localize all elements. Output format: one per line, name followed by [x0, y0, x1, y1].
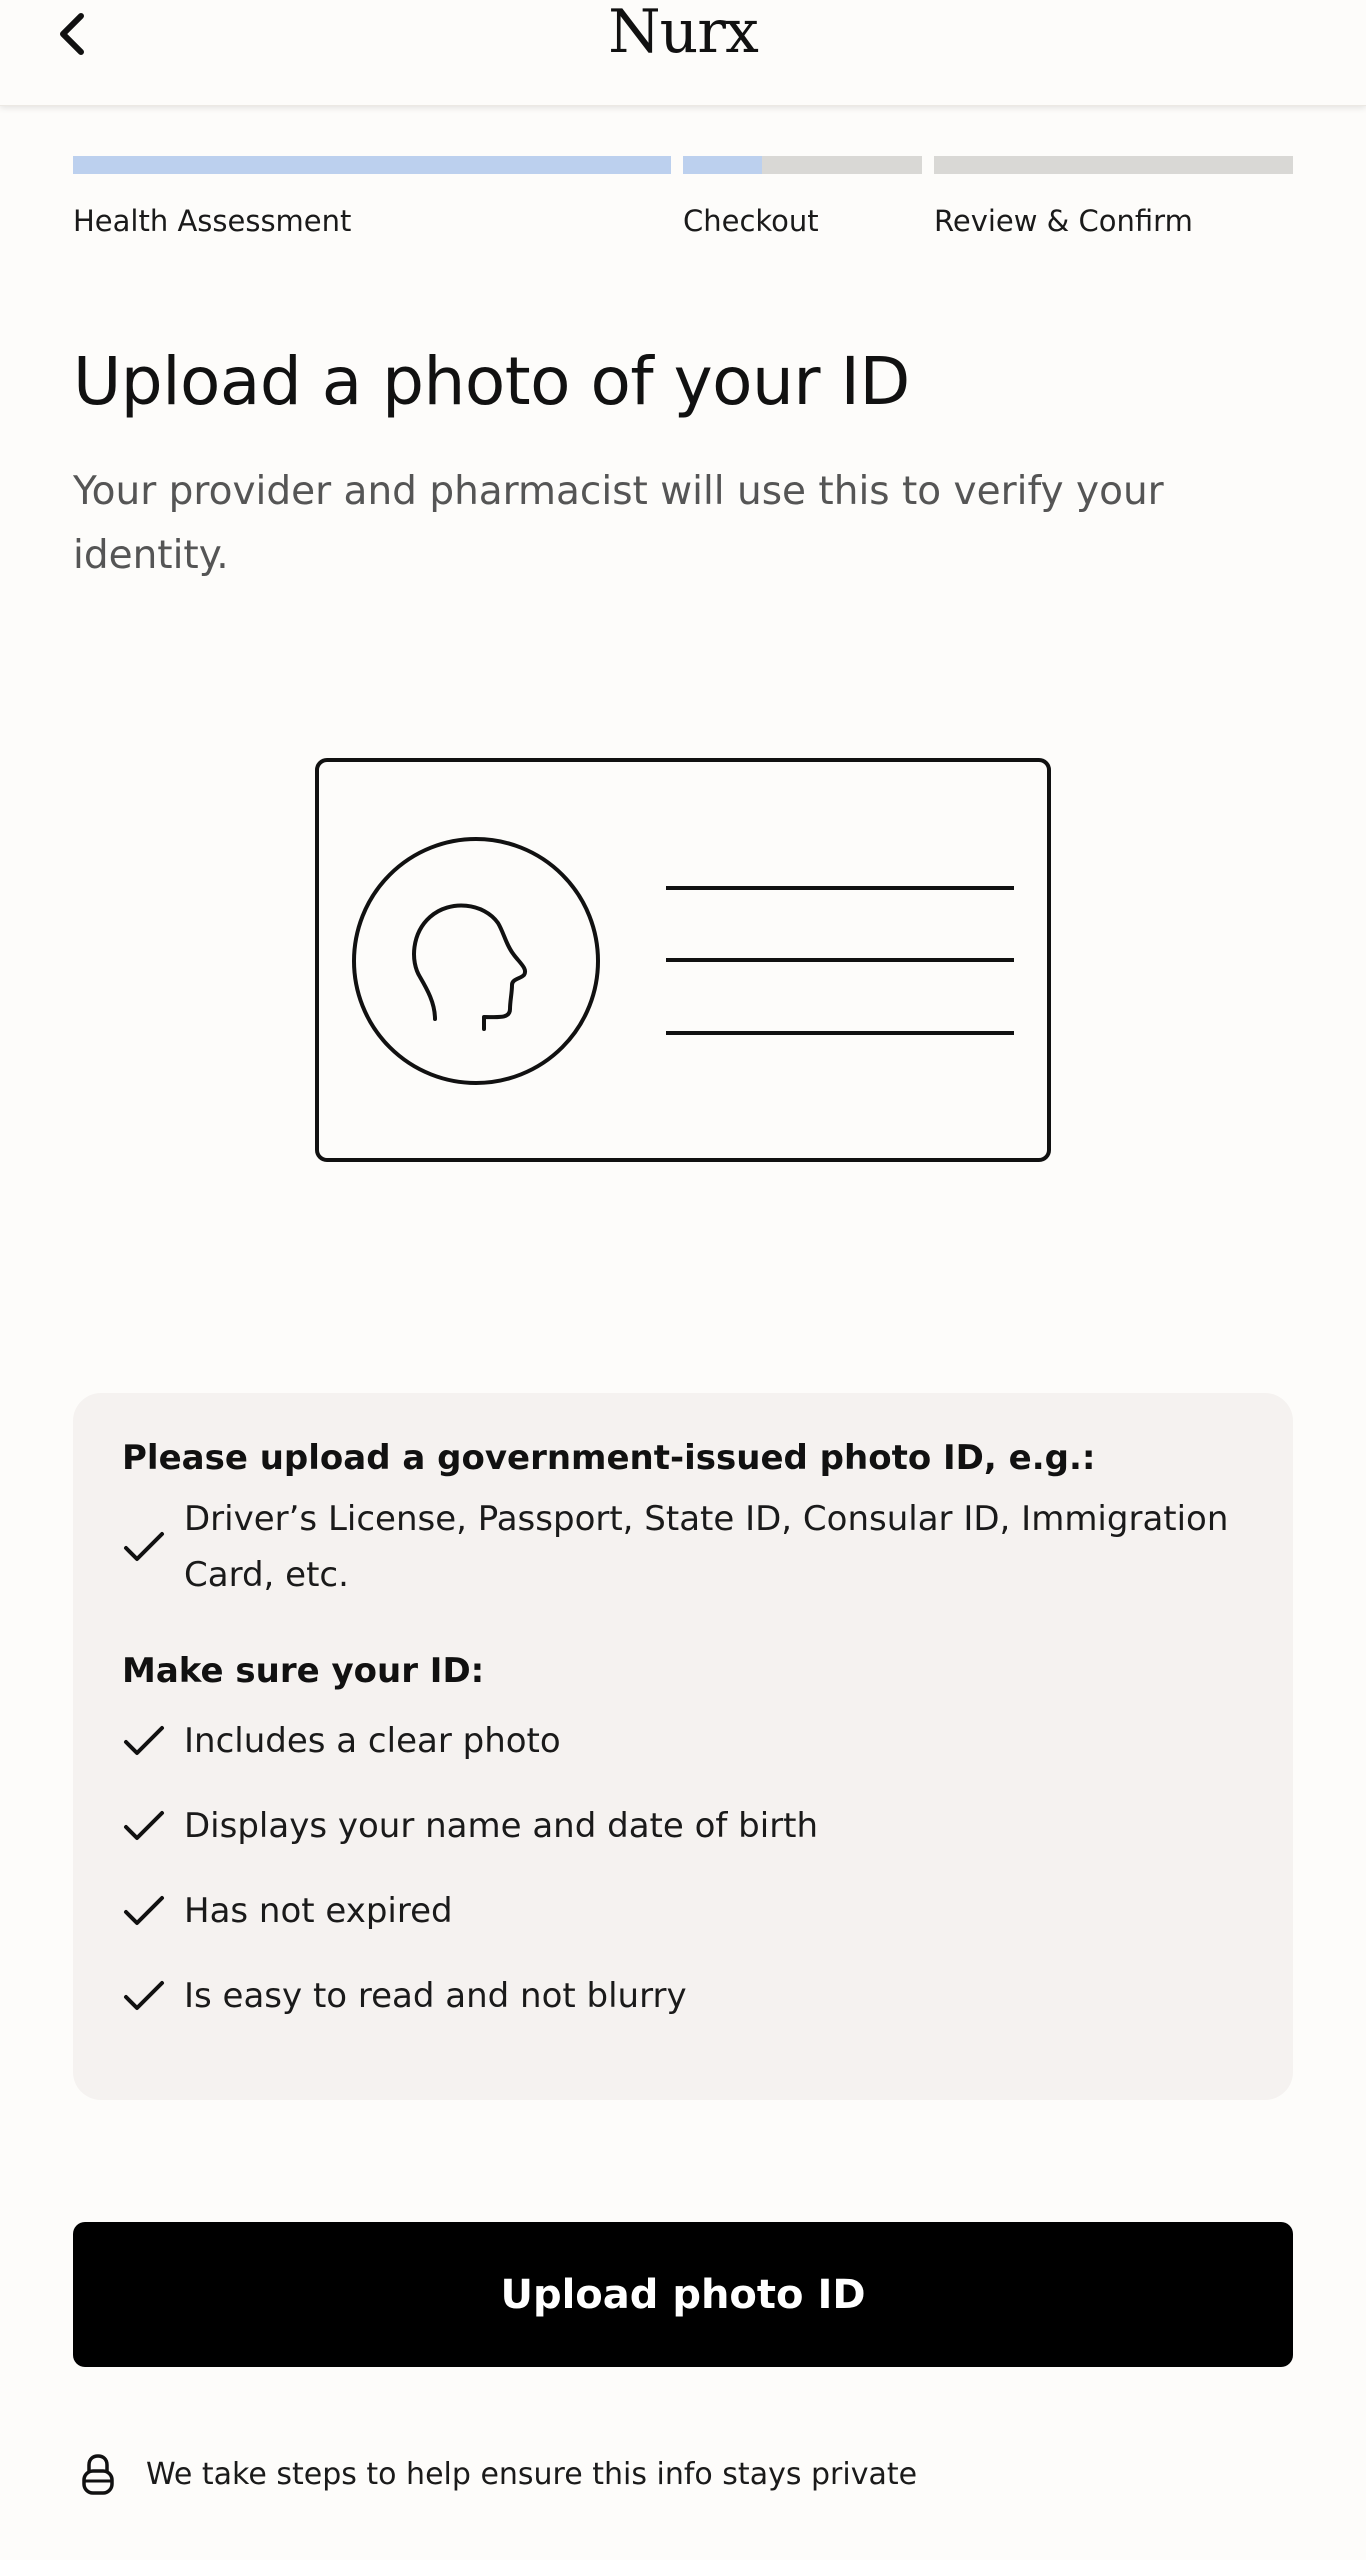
checkmark-icon [122, 1974, 166, 2018]
checkmark-icon [122, 1804, 166, 1848]
accepted-ids-text: Driver’s License, Passport, State ID, Consular ID, Immigration Card, etc. [184, 1499, 1229, 1595]
checkmark-icon [122, 1525, 166, 1569]
page-subtitle: Your provider and pharmacist will use this to verify your identity. [73, 469, 1164, 578]
id-requirements-card [73, 1393, 1293, 2100]
top-bar [0, 0, 1366, 106]
step-label: Health Assessment [73, 204, 352, 238]
step-track [934, 156, 1293, 174]
upload-photo-id-button[interactable]: Upload photo ID [73, 2222, 1293, 2367]
step-review-confirm [934, 156, 1293, 238]
checkmark-icon [122, 1889, 166, 1933]
accepted-ids-heading: Please upload a government-issued photo ID, e.g.: [122, 1438, 1096, 1478]
step-label: Checkout [683, 204, 819, 238]
id-card-icon [314, 757, 1052, 1163]
step-fill [73, 156, 671, 174]
checkmark-icon [122, 1719, 166, 1763]
step-checkout [683, 156, 922, 238]
requirement-text: Displays your name and date of birth [184, 1806, 819, 1846]
requirement-text: Is easy to read and not blurry [184, 1976, 687, 2016]
requirement-text: Includes a clear photo [184, 1721, 561, 1761]
lock-icon [78, 2452, 118, 2496]
list-item [122, 1713, 1252, 1769]
step-label: Review & Confirm [934, 204, 1193, 238]
privacy-text: We take steps to help ensure this info stays private [146, 2456, 918, 2492]
nurx-logo: Nurx [608, 0, 758, 67]
list-item [122, 1883, 1252, 1939]
step-health-assessment [73, 156, 671, 238]
list-item [122, 1968, 1252, 2024]
requirements-heading: Make sure your ID: [122, 1651, 485, 1691]
step-track [683, 156, 922, 174]
step-fill [683, 156, 762, 174]
list-item [122, 1798, 1252, 1854]
step-track [73, 156, 671, 174]
requirement-text: Has not expired [184, 1891, 453, 1931]
chevron-left-icon [55, 10, 89, 58]
back-button[interactable] [50, 8, 94, 60]
privacy-note [78, 2452, 917, 2496]
page-title: Upload a photo of your ID [73, 343, 910, 420]
list-item [122, 1491, 1252, 1603]
